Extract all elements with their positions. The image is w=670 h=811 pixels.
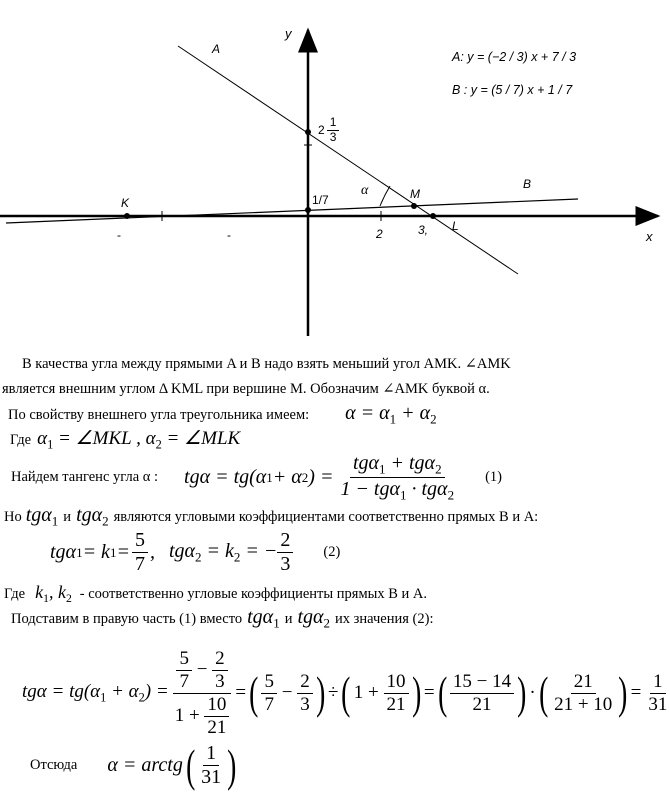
tg-alpha-2: tgα$_2$ — [76, 504, 109, 529]
point-m — [411, 203, 417, 209]
formula-3: $tg\alpha = tg(\alpha_1 + \alpha_2)$ = $\frac{5}{7}$ − $\frac{2}{3}$ 1 + $\frac{10}{21}$ = ( $\frac{5}{7}$ − $\frac{2}{3}$ ) ÷ ( 1 + $\frac{10}{21}$ ) = ( $\frac{15 - 14}{21}$ ) · ( $\frac{21}{21 + 10}$ ) = $\frac{1}{31}$ — [22, 648, 668, 738]
point-y-b — [305, 207, 311, 213]
paragraph-3-formula: $\alpha = \alpha_1 + \alpha_2$ — [345, 402, 437, 427]
k-symbols: $k_1$, $k_2$ — [35, 582, 72, 606]
formula-2: tgα 1 = k 1 = $\frac{5}{7}$ , $tg\alpha_2 = k_2$ = − $\frac{2}{3}$ — [50, 529, 293, 576]
x-tick-minus2-label: - — [227, 228, 231, 242]
line-b-label: B — [523, 177, 532, 191]
point-m-label: M — [410, 187, 420, 201]
point-l-label: L — [452, 219, 459, 233]
formula-1-number: (1) — [485, 469, 502, 486]
formula-1: tgα = tg(α 1 + α 2 ) = $\frac{tg\alpha_1 + tg\alpha_2}{1 - tg\alpha_1 \cdot tg\alpha_2}$ — [184, 452, 457, 504]
angle-alpha-label: α — [361, 183, 369, 198]
point-k — [124, 213, 130, 219]
line-a-label: A — [212, 42, 221, 56]
paragraph-8-text: - соответственно угловые коэффициенты прямых B и A. — [79, 586, 428, 602]
paragraph-2: является внешним углом Δ KML при вершине M. Обозначим ∠AMK буквой α. — [2, 381, 490, 397]
y-intercept-a-label — [318, 116, 339, 145]
paragraph-1: В качества угла между прямыми A и B надо взять меньший угол AMK. ∠AMK — [22, 356, 511, 372]
paragraph-9 — [11, 606, 433, 632]
paragraph-5-text: Найдем тангенс угла α : — [11, 469, 159, 486]
alpha-definitions: $\alpha_1$ = ∠MKL , $\alpha_2$ = ∠MLK — [37, 428, 241, 452]
x-tick-2-label: 2 — [376, 227, 383, 241]
angle-arc — [380, 186, 390, 206]
equation-a: A: y = (−2 / 3) x + 7 / 3 — [452, 50, 577, 64]
equation-b: B : y = (5 / 7) x + 1 / 7 — [452, 83, 573, 97]
paragraph-9-b: и — [284, 611, 293, 627]
point-k-label: K — [121, 196, 130, 210]
paragraph-4 — [10, 427, 240, 452]
final-answer: α = arctg ( $\frac{1}{31}$ ) — [107, 739, 237, 791]
point-l — [430, 213, 436, 219]
paragraph-7 — [50, 529, 340, 576]
x-axis-label: x — [646, 229, 653, 244]
tg-alpha-2-sub: tgα$_2$ — [297, 606, 331, 631]
paragraph-6-prefix: Но — [4, 509, 22, 525]
paragraph-9-c: их значения (2): — [335, 611, 434, 627]
y-intercept-a-den: 3 — [329, 129, 337, 144]
formula-2-number: (2) — [323, 544, 341, 560]
paragraph-6-text: являются угловыми коэффициентами соответственно прямых B и A: — [113, 509, 539, 525]
alpha-sum-lhs: α = α — [345, 402, 390, 424]
paragraph-6-and: и — [63, 509, 72, 525]
formula-1-fraction: $\frac{tg\alpha_1 + tg\alpha_2}{1 - tg\alpha_1 \cdot tg\alpha_2}$ — [340, 452, 455, 504]
paragraph-5 — [11, 452, 502, 504]
paragraph-8 — [4, 582, 427, 605]
y-intercept-a-num: 1 — [327, 116, 340, 131]
paragraph-8-prefix: Где — [4, 586, 26, 602]
paragraph-4-prefix: Где — [10, 432, 32, 448]
point-y-a — [305, 129, 311, 135]
paragraph-10 — [30, 739, 239, 791]
paragraph-3 — [8, 402, 437, 428]
line-b — [6, 199, 578, 223]
y-intercept-a-fraction — [327, 116, 340, 145]
formula-3-main-fraction: $\frac{5}{7}$ − $\frac{2}{3}$ 1 + $\frac{10}{21}$ — [172, 648, 233, 738]
paragraph-9-a: Подставим в правую часть (1) вместо — [11, 611, 243, 627]
x-tick-minus1-label: - — [117, 228, 121, 242]
y-axis-label: y — [285, 26, 292, 41]
paragraph-3-text: По свойству внешнего угла треугольника имеем: — [8, 407, 310, 423]
tg-alpha-1: tgα$_1$ — [25, 504, 59, 529]
paragraph-10-text: Отсюда — [30, 757, 78, 773]
y-intercept-a-whole: 2 — [318, 123, 325, 138]
paragraph-6 — [4, 504, 538, 530]
tg-alpha-1-sub: tgα$_1$ — [247, 606, 280, 631]
y-intercept-b-label: 1/7 — [312, 193, 329, 207]
x-tick-3-label: 3, — [418, 223, 429, 237]
